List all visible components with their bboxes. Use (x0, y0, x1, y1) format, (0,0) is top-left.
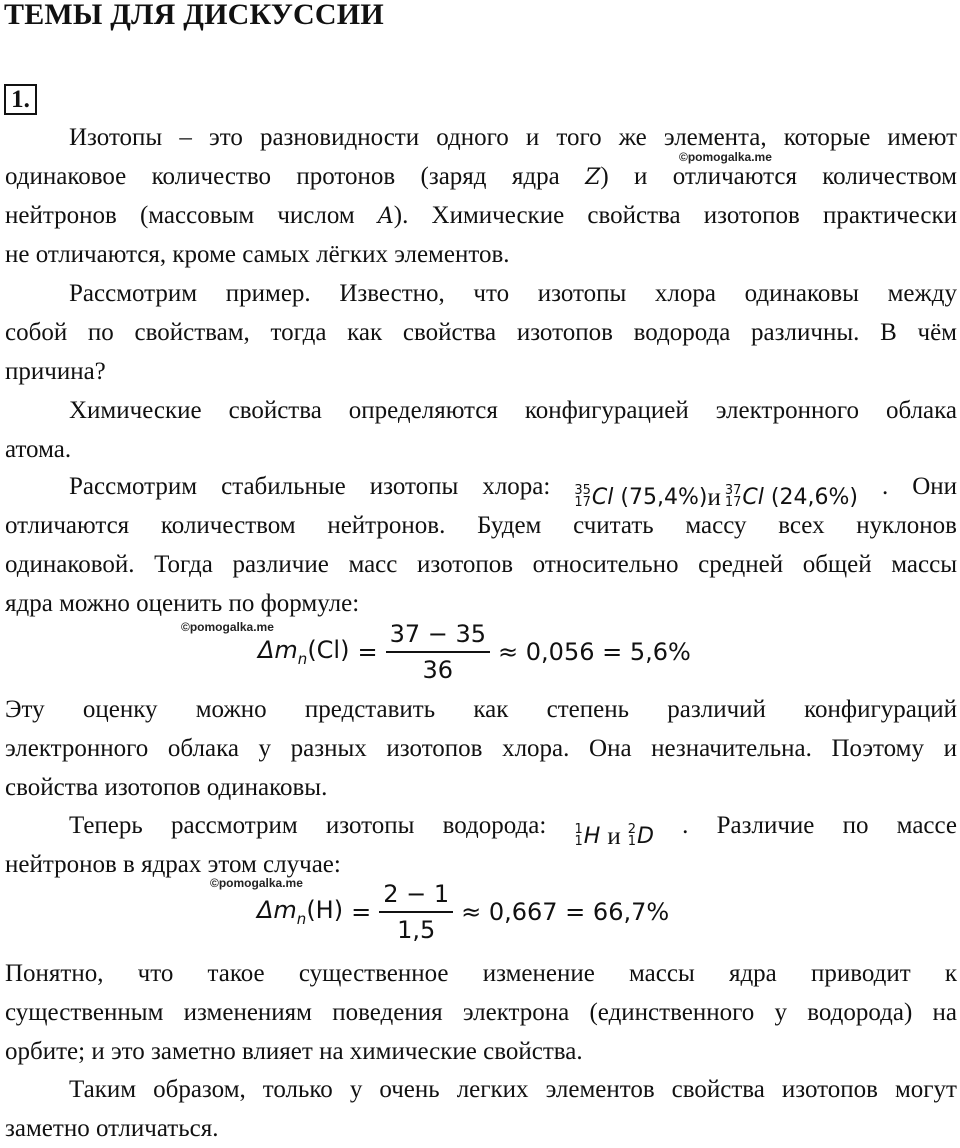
text-line: нейтронов (массовым числом A). Химические свойства изотопов практически (5, 202, 958, 229)
formula-hydrogen: $\Delta m_n(H)$ = $\frac{2 - 1}{1,5}$ ≈ 0,667 = 66,7% (257, 880, 670, 944)
text-line: существенным изменениям поведения электрона (единственного у водорода) на (5, 999, 957, 1026)
watermark: ©pomogalka.me (210, 876, 303, 890)
text-line: электронного облака у разных изотопов хлора. Она незначительна. Поэтому и (5, 735, 957, 762)
text-line: Рассмотрим стабильные изотопы хлора: 35 17 Cl (75,4%) и 37 17 Cl (24,6%) . Они (5, 467, 957, 506)
paragraph-summary (5, 1070, 957, 1148)
text-line: свойства изотопов одинаковы. (5, 774, 328, 801)
paragraph-properties (5, 391, 957, 469)
fraction: $\frac{37 - 35}{36}$ (386, 620, 490, 684)
watermark: ©pomogalka.me (679, 150, 772, 164)
formula-chlorine: $\Delta m_n(Cl)$ = $\frac{37 - 35}{36}$ ≈ 0,056 = 5,6% (258, 620, 691, 684)
text-line: Рассмотрим пример. Известно, что изотопы хлора одинаковы между (69, 280, 957, 307)
text-line: орбите; и это заметно влияет на химические свойства. (5, 1038, 583, 1065)
text-line: Изотопы – это разновидности одного и того же элемента, которые имеют (69, 124, 957, 151)
text-line: ядра можно оценить по формуле: (5, 590, 360, 617)
text-line: Таким образом, только у очень легких элементов свойства изотопов могут (69, 1076, 957, 1103)
text-line: Понятно, что такое существенное изменение массы ядра приводит к (5, 960, 957, 987)
text-line: атома. (5, 436, 72, 463)
paragraph-conclusion (5, 954, 957, 1071)
var-z: Z (585, 165, 601, 190)
text-line: причина? (5, 358, 106, 385)
text-line: отличаются количеством нейтронов. Будем считать массу всех нуклонов (5, 512, 957, 539)
page-heading: ТЕМЫ ДЛЯ ДИСКУССИИ (4, 0, 384, 31)
paragraph-intro (5, 118, 957, 274)
text-line: заметно отличаться. (5, 1115, 219, 1142)
text-line: нейтронов в ядрах этом случае: (5, 851, 341, 878)
fraction: $\frac{2 - 1}{1,5}$ (379, 880, 453, 944)
paragraph-hydrogen (5, 806, 957, 884)
text-line: Эту оценку можно представить как степень различий конфигураций (5, 696, 957, 723)
isotope-cl35: 35 17 Cl (75,4%) и 37 17 Cl (24,6%) (574, 483, 858, 511)
text-line: Теперь рассмотрим изотопы водорода: 1 1 H и 2 1 D . Различие по массе (5, 806, 957, 845)
text-line: не отличаются, кроме самых лёгких элементов. (5, 241, 510, 268)
text-line: одинаковое количество протонов (заряд ядра Z) и отличаются количеством (5, 163, 957, 190)
paragraph-example (5, 274, 957, 391)
isotope-h-d: 1 1 H и 2 1 D (574, 822, 654, 850)
text-line: одинаковой. Тогда различие масс изотопов относительно средней общей массы (5, 551, 957, 578)
task-number-box: 1. (4, 84, 37, 115)
var-a: A (377, 204, 394, 229)
text-line: Химические свойства определяются конфигурацией электронного облака (69, 397, 957, 424)
paragraph-chlorine (5, 467, 957, 623)
watermark: ©pomogalka.me (181, 620, 274, 634)
paragraph-estimate (5, 690, 957, 807)
text-line: собой по свойствам, тогда как свойства изотопов водорода различны. В чём (5, 319, 957, 346)
